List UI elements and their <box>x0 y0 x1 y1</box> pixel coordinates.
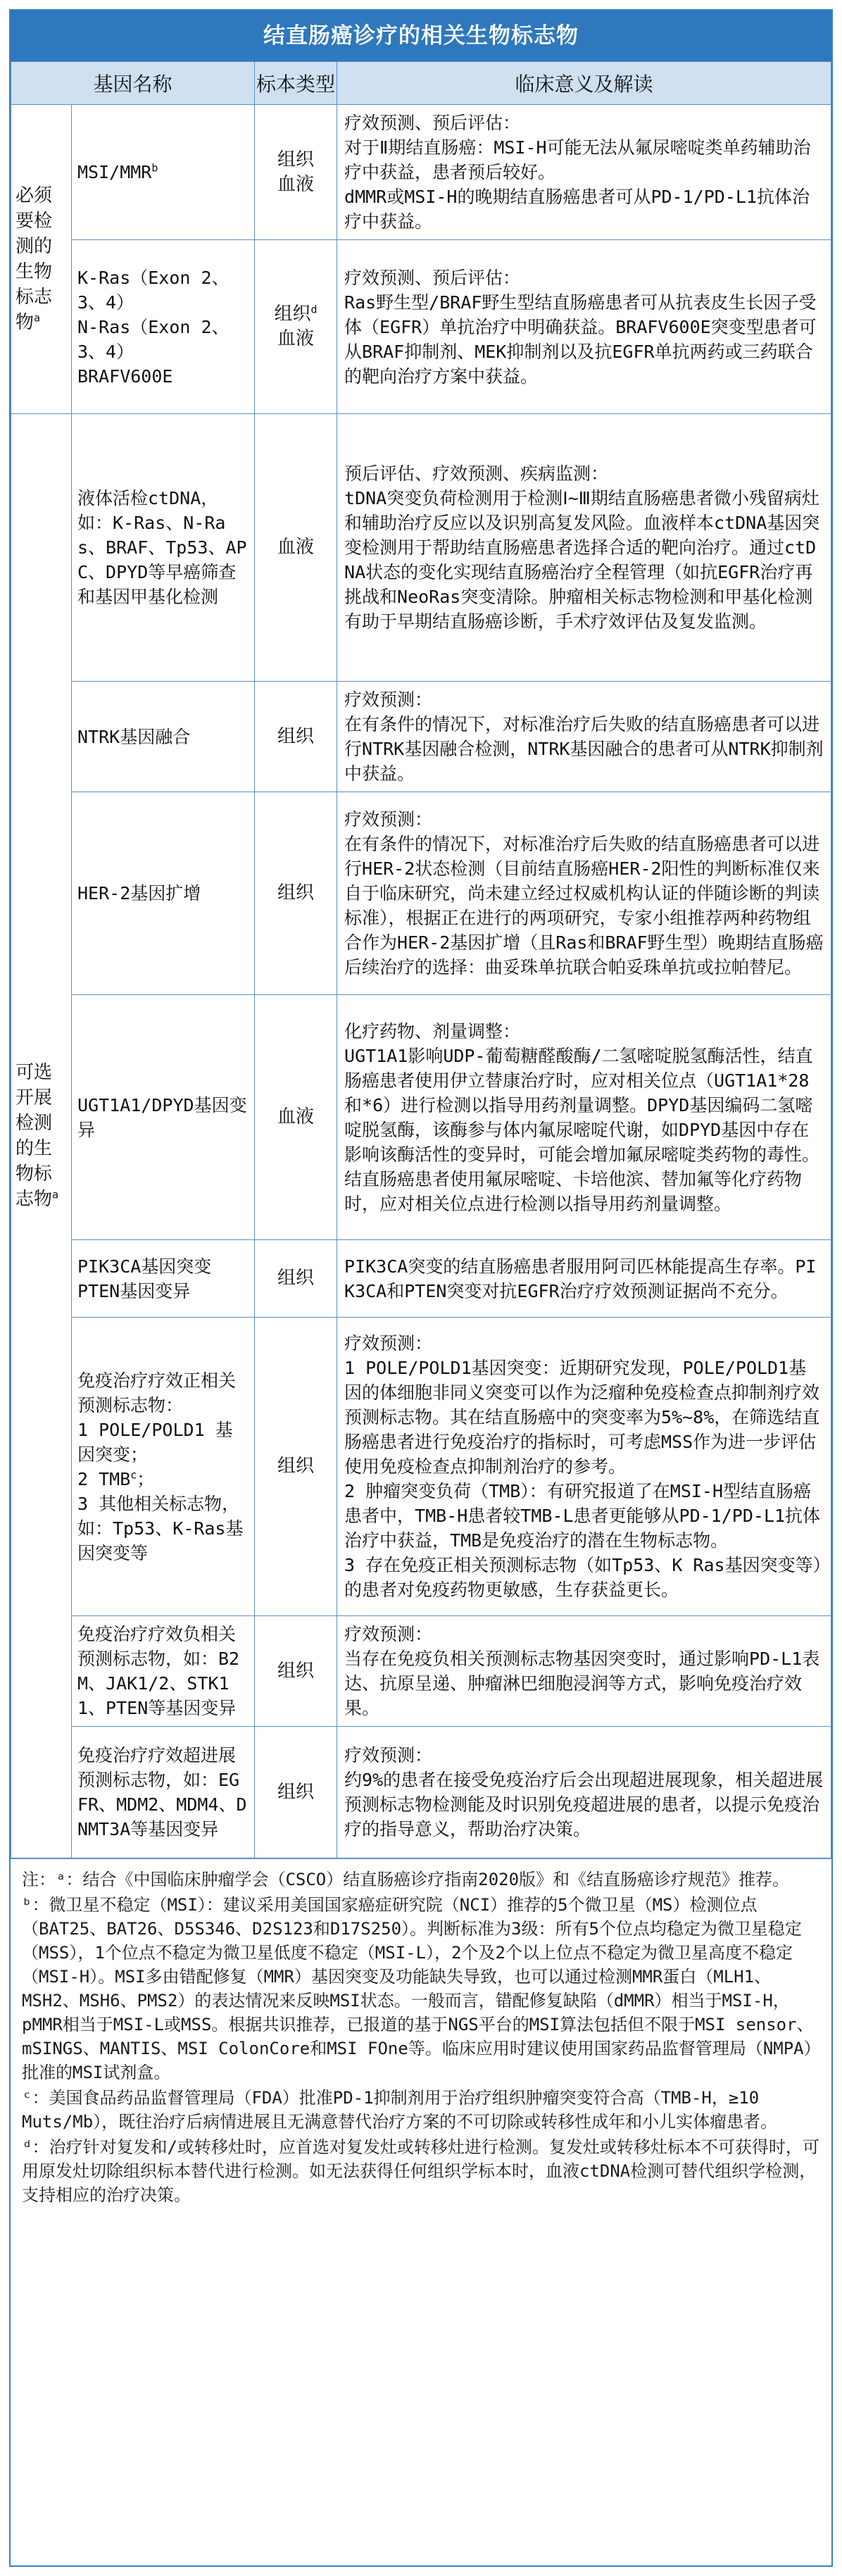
table-title: 结直肠癌诊疗的相关生物标志物 <box>11 11 831 61</box>
gene-name-cell: PIK3CA基因突变 PTEN基因变异 <box>72 1240 255 1318</box>
table-row <box>11 1240 831 1318</box>
table-row <box>11 1616 831 1727</box>
footnote: ᵈ：治疗针对复发和/或转移灶时，应首选对复发灶或转移灶进行检测。复发灶或转移灶标本不可获得时，可用原发灶切除组织标本替代进行检测。如无法获得任何组织学标本时，血液ctDNA检测可替代组织学检测，支持相应的治疗决策。 <box>22 2137 819 2205</box>
specimen-type-cell: 组织 <box>255 1727 337 1858</box>
clinical-significance-cell: PIK3CA突变的结直肠癌患者服用阿司匹林能提高生存率。PIK3CA和PTEN突变对抗EGFR治疗疗效预测证据尚不充分。 <box>337 1240 831 1318</box>
gene-name-cell: 免疫治疗疗效正相关预测标志物： 1 POLE/POLD1 基因突变； 2 TMB$^c$； 3 其他相关标志物，如：Tp53、K-Ras基因突变等 <box>72 1318 255 1616</box>
table-row <box>11 995 831 1240</box>
clinical-significance-cell: 疗效预测： 当存在免疫负相关预测标志物基因突变时，通过影响PD-L1表达、抗原呈递、肿瘤淋巴细胞浸润等方式，影响免疫治疗效果。 <box>337 1616 831 1727</box>
footnotes <box>11 1858 831 2215</box>
specimen-type-cell: 组织 血液 <box>255 105 337 240</box>
footnote-marker: a <box>34 311 41 325</box>
specimen-type-cell: 组织 <box>255 1318 337 1616</box>
table-row <box>11 105 831 240</box>
table-row <box>11 792 831 995</box>
clinical-significance-cell: 预后评估、疗效预测、疾病监测： tDNA突变负荷检测用于检测Ⅰ~Ⅲ期结直肠癌患者微小残留病灶和辅助治疗反应以及识别高复发风险。血液样本ctDNA基因突变检测用于帮助结直肠癌患者选择合适的靶向治疗。通过ctDNA状态的变化实现结直肠癌治疗全程管理（如抗EGFR治疗再挑战和NeoRas突变清除。肿瘤相关标志物检测和甲基化检测有助于早期结直肠癌诊断，手术疗效评估及复发监测。 <box>337 414 831 682</box>
gene-name-cell: 免疫治疗疗效负相关预测标志物，如：B2M、JAK1/2、STK11、PTEN等基因变异 <box>72 1616 255 1727</box>
specimen-type-cell: 组织 <box>255 1240 337 1318</box>
table-row <box>11 414 831 682</box>
footnote: ᵇ：微卫星不稳定（MSI）：建议采用美国国家癌症研究院（NCI）推荐的5个微卫星（MS）检测位点（BAT25、BAT26、D5S346、D2S123和D17S250）。判断标准为3级：所有5个位点均稳定为微卫星稳定（MSS），1个位点不稳定为微卫星低度不稳定（MSI-L），2个及2个以上位点不稳定为微卫星高度不稳定（MSI-H）。MSI多由错配修复（MMR）基因突变及功能缺失导致，也可以通过检测MMR蛋白（MLH1、MSH2、MSH6、PMS2）的表达情况来反映MSI状态。一般而言，错配修复缺陷（dMMR）相当于MSI-H，pMMR相当于MSI-L或MSS。根据共识推荐，已报道的基于NGS平台的MSI算法包括但不限于MSI sensor、mSINGS、MANTIS、MSI ColonCore和MSI FOne等。临床应用时建议使用国家药品监督管理局（NMPA）批准的MSI试剂盒。 <box>22 1895 814 2082</box>
clinical-significance-cell: 疗效预测： 1 POLE/POLD1基因突变：近期研究发现，POLE/POLD1基因的体细胞非同义突变可以作为泛瘤种免疫检查点抑制剂疗效预测标志物。其在结直肠癌中的突变率为5%~8%，在筛选结直肠癌患者进行免疫治疗的指标时，可考虑MSS作为进一步评估使用免疫检查点抑制剂治疗的参考。 2 肿瘤突变负荷（TMB）：有研究报道了在MSI-H型结直肠癌患者中，TMB-H患者较TMB-L患者更能够从PD-1/PD-L1抗体治疗中获益，TMB是免疫治疗的潜在生物标志物。 3 存在免疫正相关预测标志物（如Tp53、K Ras基因突变等）的患者对免疫药物更敏感，生存获益更长。 <box>337 1318 831 1616</box>
header-type: 标本类型 <box>255 62 337 105</box>
footnote-marker: b <box>151 161 158 175</box>
clinical-significance-cell: 疗效预测、预后评估： 对于Ⅱ期结直肠癌：MSI-H可能无法从氟尿嘧啶类单药辅助治疗中获益，患者预后较好。 dMMR或MSI-H的晚期结直肠癌患者可从PD-1/PD-L1抗体治疗中获益。 <box>337 105 831 240</box>
footnote-marker: c <box>130 1468 137 1482</box>
specimen-type-cell: 组织 <box>255 1616 337 1727</box>
gene-name-cell: UGT1A1/DPYD基因变异 <box>72 995 255 1240</box>
gene-name-cell: K-Ras（Exon 2、3、4） N-Ras（Exon 2、3、4） BRAFV600E <box>72 240 255 414</box>
table-row <box>11 1318 831 1616</box>
specimen-type-cell: 血液 <box>255 995 337 1240</box>
specimen-type-cell: 血液 <box>255 414 337 682</box>
biomarker-table <box>11 61 831 1858</box>
footnote-marker: a <box>52 1188 59 1201</box>
specimen-type-cell: 组织 <box>255 682 337 792</box>
header-gene: 基因名称 <box>11 62 255 105</box>
specimen-type-cell: 组织$^d$ 血液 <box>255 240 337 414</box>
table-row <box>11 1727 831 1858</box>
gene-name-cell: MSI/MMR$^b$ <box>72 105 255 240</box>
clinical-significance-cell: 疗效预测、预后评估： Ras野生型/BRAF野生型结直肠癌患者可从抗表皮生长因子受体（EGFR）单抗治疗中明确获益。BRAFV600E突变型患者可从BRAF抑制剂、MEK抑制剂以及抗EGFR单抗两药或三药联合的靶向治疗方案中获益。 <box>337 240 831 414</box>
gene-name-cell: NTRK基因融合 <box>72 682 255 792</box>
footnote: ᶜ：美国食品药品监督管理局（FDA）批准PD-1抑制剂用于治疗组织肿瘤突变符合高（TMB-H，≥10 Muts/Mb），既往治疗后病情进展且无满意替代治疗方案的不可切除或转移性成年和小儿实体瘤患者。 <box>22 2088 778 2132</box>
clinical-significance-cell: 疗效预测： 在有条件的情况下，对标准治疗后失败的结直肠癌患者可以进行HER-2状态检测（目前结直肠癌HER-2阳性的判断标准仅来自于临床研究，尚未建立经过权威机构认证的伴随诊断的判读标准），根据正在进行的两项研究，专家小组推荐两种药物组合作为HER-2基因扩增（且Ras和BRAF野生型）晚期结直肠癌后续治疗的选择：曲妥珠单抗联合帕妥珠单抗或拉帕替尼。 <box>337 792 831 995</box>
clinical-significance-cell: 疗效预测： 约9%的患者在接受免疫治疗后会出现超进展现象，相关超进展预测标志物检测能及时识别免疫超进展的患者，以提示免疫治疗的指导意义，帮助治疗决策。 <box>337 1727 831 1858</box>
footnote: 注：ᵃ：结合《中国临床肿瘤学会（CSCO）结直肠癌诊疗指南2020版》和《结直肠癌诊疗规范》推荐。 <box>22 1870 790 1889</box>
clinical-significance-cell: 疗效预测： 在有条件的情况下，对标准治疗后失败的结直肠癌患者可以进行NTRK基因融合检测，NTRK基因融合的患者可从NTRK抑制剂中获益。 <box>337 682 831 792</box>
category-required: 必须要检测的生物标志物$^a$ <box>11 105 72 414</box>
header-significance: 临床意义及解读 <box>337 62 831 105</box>
clinical-significance-cell: 化疗药物、剂量调整： UGT1A1影响UDP-葡萄糖醛酸酶/二氢嘧啶脱氢酶活性，结直肠癌患者使用伊立替康治疗时，应对相关位点（UGT1A1*28和*6）进行检测以指导用药剂量调整。DPYD基因编码二氢嘧啶脱氢酶，该酶参与体内氟尿嘧啶代谢，如DPYD基因中存在影响该酶活性的变异时，可能会增加氟尿嘧啶类药物的毒性。结直肠癌患者使用氟尿嘧啶、卡培他滨、替加氟等化疗药物时，应对相关位点进行检测以指导用药剂量调整。 <box>337 995 831 1240</box>
gene-name-cell: 液体活检ctDNA，如：K-Ras、N-Ras、BRAF、Tp53、APC、DPYD等早癌筛查和基因甲基化检测 <box>72 414 255 682</box>
category-optional: 可选开展检测的生物标志物$^a$ <box>11 414 72 1858</box>
gene-name-cell: HER-2基因扩增 <box>72 792 255 995</box>
table-header-row <box>11 62 831 105</box>
gene-name-cell: 免疫治疗疗效超进展预测标志物，如：EGFR、MDM2、MDM4、DNMT3A等基因变异 <box>72 1727 255 1858</box>
specimen-type-cell: 组织 <box>255 792 337 995</box>
table-row <box>11 240 831 414</box>
table-row <box>11 682 831 792</box>
document-page <box>9 9 833 2567</box>
footnote-marker: d <box>310 303 318 316</box>
